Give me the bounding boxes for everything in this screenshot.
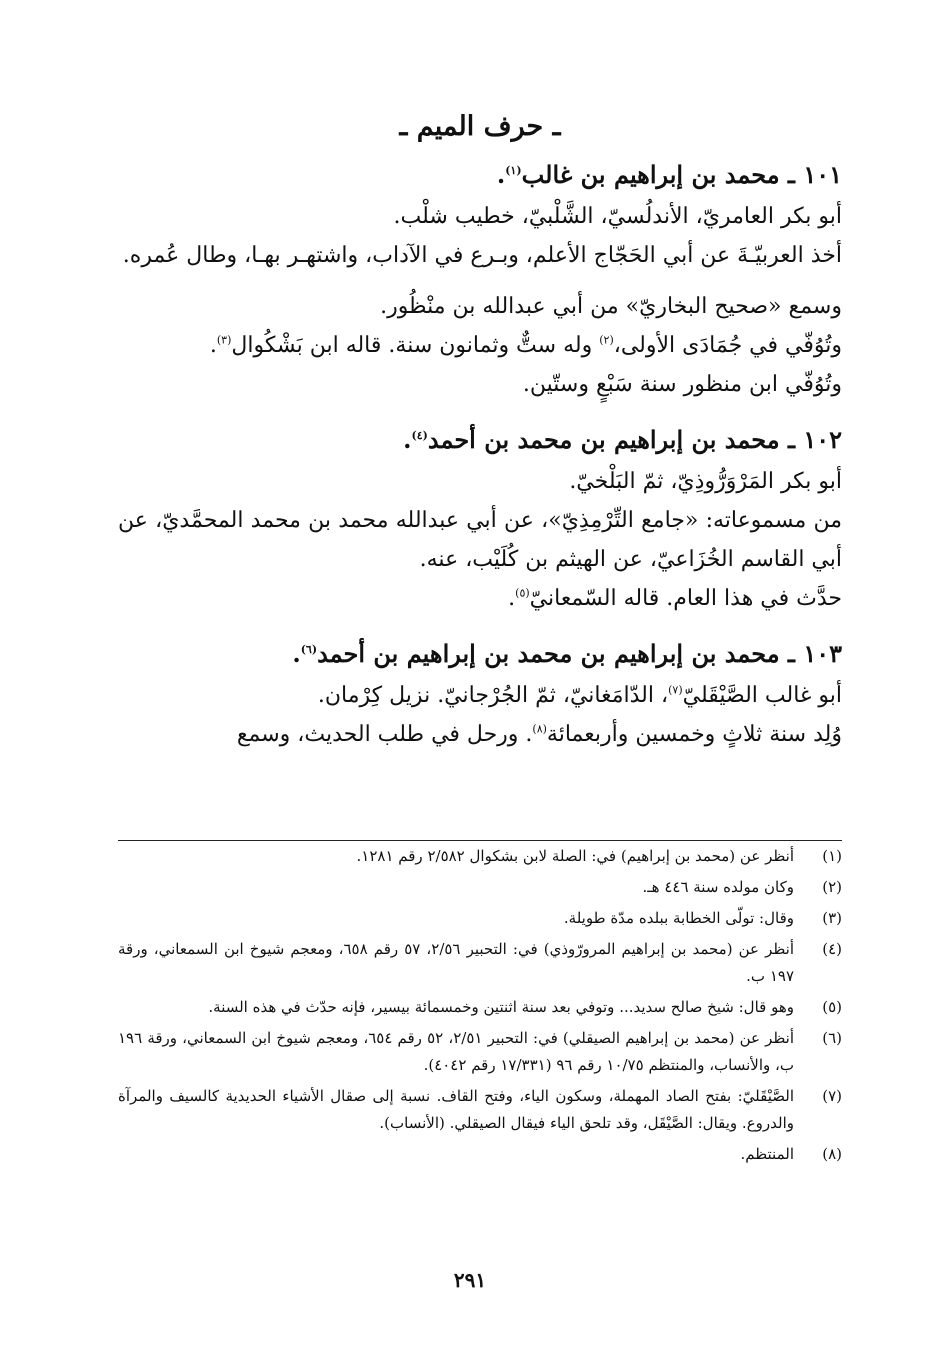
body-line: وُلِد سنة ثلاثٍ وخمسين وأربعمائة$^{(٨)}$. ورحل في طلب الحديث، وسمع: [236, 722, 842, 747]
footnote-number: (٢): [822, 878, 842, 896]
footnote-number: (٧): [822, 1087, 842, 1105]
entry-heading: ١٠٢ ـ محمد بن إبراهيم بن محمد بن أحمد$^{(٤)}$.: [403, 425, 842, 454]
footnote-text: أنظر عن (محمد بن إبراهيم) في: الصلة لابن بشكوال ٢/٥٨٢ رقم ١٢٨١.: [356, 847, 794, 865]
footnote: [118, 905, 842, 932]
body-line: أبو غالب الصَّيْقَليّ$^{(٧)}$، الدّامَغانيّ، ثمّ الجُرْجانيّ. نزيل كِرْمان.: [317, 683, 842, 708]
footnotes: [118, 840, 842, 1172]
footnote: [118, 874, 842, 901]
footnote-text: الصَّيْقَليّ: بفتح الصاد المهملة، وسكون الياء، وفتح القاف. نسبة إلى صقال الأشياء الحديدية كالسيف والمرآة والدروع. ويقال: الصَّيْقَل، وقد تلحق الياء فيقال الصيقلي. (الأنساب).: [118, 1087, 795, 1132]
body-line: أخذ العربيّـةَ عن أبي الحَجّاج الأعلم، وبـرع في الآداب، واشتهـر بهـا، وطال عُمره.: [122, 243, 842, 268]
entry-heading: ١٠١ ـ محمد بن إبراهيم بن غالب$^{(١)}$.: [496, 160, 842, 189]
body-line: من مسموعاته: «جامع التِّرْمِذِيّ»، عن أبي عبدالله محمد بن محمد المحمَّديّ، عن أبي القاسم الخُزَاعيّ، عن الهيثم بن كُلَيْب، عنه.: [118, 508, 842, 572]
footnote: [118, 1025, 842, 1079]
footnote-ref: (٥): [515, 586, 530, 600]
footnote-ref: (٨): [532, 722, 547, 736]
entry-heading: ١٠٣ ـ محمد بن إبراهيم بن محمد بن إبراهيم بن أحمد$^{(٦)}$.: [292, 639, 842, 668]
footnote-text: وقال: تولّى الخطابة ببلده مدّة طويلة.: [563, 909, 794, 927]
footnote: [118, 843, 842, 870]
body-line: وتُوُفّي في جُمَادَى الأولى،$^{(٢)}$ وله ستٌّ وثمانون سنة. قاله ابن بَشْكُوال$^{(٣)}$.: [209, 333, 842, 358]
entry-103: [118, 632, 842, 754]
footnote-number: (٤): [822, 940, 842, 958]
footnote-text: أنظر عن (محمد بن إبراهيم الصيقلي) في: التحبير ٢/٥١، ٥٢ رقم ٦٥٤، ومعجم شيوخ ابن السمعاني، ورقة ١٩٦ ب، والأنساب، والمنتظم ١٠/٧٥ رقم ٩٦ (١٧/٣٣١ رقم ٤٠٤٢).: [118, 1029, 795, 1074]
footnote-number: (١): [822, 847, 842, 865]
entry-102: [118, 418, 842, 618]
footnote-number: (٨): [822, 1145, 842, 1163]
footnote-text: أنظر عن (محمد بن إبراهيم المرورّوذي) في: التحبير ٢/٥٦، ٥٧ رقم ٦٥٨، ومعجم شيوخ ابن السمعاني، ورقة ١٩٧ ب.: [118, 940, 794, 985]
footnote-ref: (٣): [216, 333, 232, 347]
body-line: وسمع «صحيح البخاريّ» من أبي عبدالله بن منْظُور.: [380, 294, 842, 319]
footnote: [118, 1141, 842, 1168]
footnote: [118, 1083, 842, 1137]
footnote: [118, 936, 842, 990]
body-line: حدَّث في هذا العام. قاله السّمعانيّ$^{(٥)}$.: [508, 586, 842, 611]
section-title: ـ حرف الميم ـ: [399, 111, 561, 142]
footnote-ref: (٦): [300, 643, 318, 656]
footnote-text: المنتظم.: [740, 1145, 794, 1163]
main-text: [118, 95, 842, 768]
entry-101: [118, 153, 842, 404]
footnote-text: وكان مولده سنة ٤٤٦ هـ.: [642, 878, 794, 896]
body-line: أبو بكر العامريّ، الأندلُسيّ، الشَّلْبيّ، خطيب شلْب.: [393, 204, 842, 229]
footnote-number: (٦): [822, 1029, 842, 1047]
footnote-text: وهو قال: شيخ صالح سديد... وتوفي بعد سنة اثنتين وخمسمائة بيسير، فإنه حدّث في هذه السنة.: [208, 998, 794, 1016]
body-line: أبو بكر المَرْوَرُّوذِيّ، ثمّ البَلْخيّ.: [569, 469, 842, 494]
footnote-number: (٥): [822, 998, 842, 1016]
footnote-ref: (٢): [599, 333, 614, 347]
footnote: [118, 994, 842, 1021]
body-line: وتُوُفّي ابن منظور سنة سَبْعٍ وستّين.: [522, 372, 842, 397]
footnote-ref: (٤): [411, 429, 428, 442]
footnote-number: (٣): [822, 909, 842, 927]
footnote-ref: (٧): [668, 683, 683, 697]
page-number: ٢٩١: [453, 1268, 487, 1292]
footnote-ref: (١): [505, 164, 522, 177]
